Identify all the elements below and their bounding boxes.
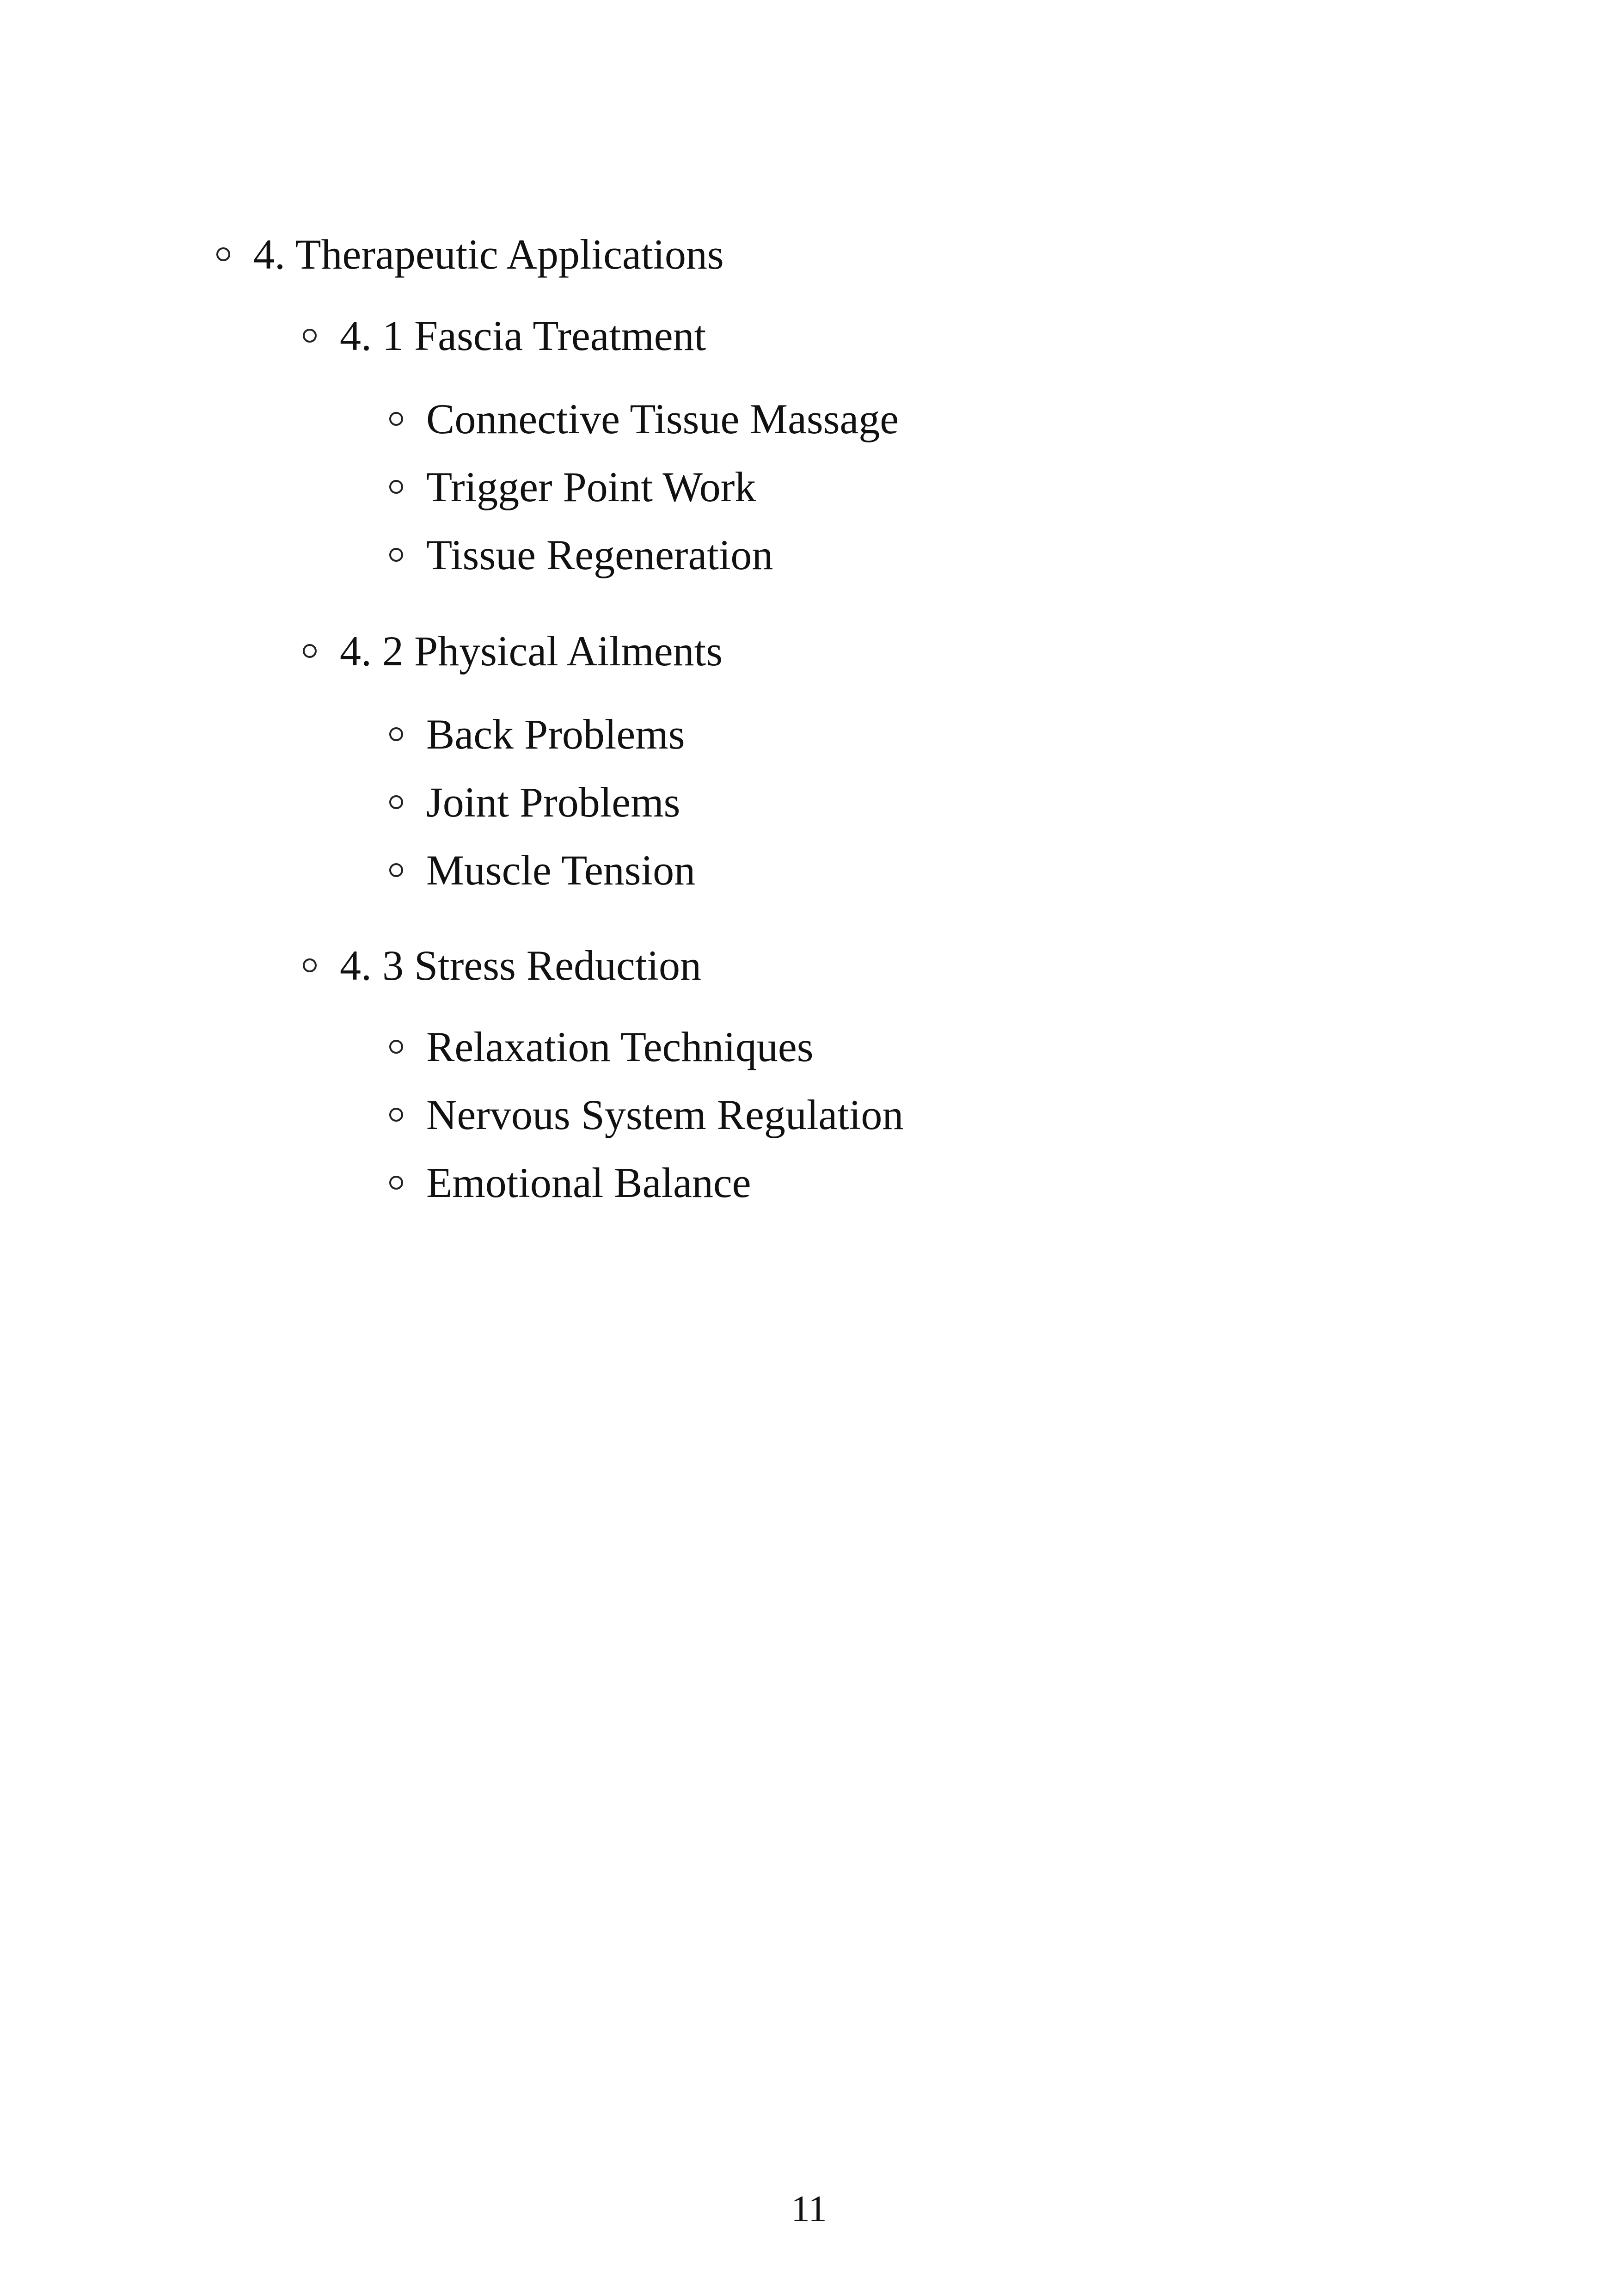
circle-bullet-icon xyxy=(389,1108,403,1122)
page-number: 11 xyxy=(791,2189,827,2229)
list-item xyxy=(389,1093,903,1136)
list-item xyxy=(389,1025,814,1068)
section-title: 4. Therapeutic Applications xyxy=(253,231,724,278)
outline-subsection xyxy=(303,944,701,987)
list-item xyxy=(389,463,756,510)
circle-bullet-icon xyxy=(389,412,403,426)
subsection-title: 4. 1 Fascia Treatment xyxy=(340,312,706,359)
circle-bullet-icon xyxy=(303,958,317,972)
list-item xyxy=(389,779,680,826)
subsection-title: 4. 3 Stress Reduction xyxy=(340,942,701,989)
list-item-label: Muscle Tension xyxy=(426,847,696,894)
list-item-label: Joint Problems xyxy=(426,779,680,826)
list-item-label: Nervous System Regulation xyxy=(426,1091,904,1138)
circle-bullet-icon xyxy=(389,1040,403,1054)
list-item xyxy=(389,847,696,894)
circle-bullet-icon xyxy=(389,480,403,494)
circle-bullet-icon xyxy=(389,795,403,809)
list-item xyxy=(389,395,899,442)
list-item-label: Trigger Point Work xyxy=(426,463,756,510)
list-item xyxy=(389,711,685,758)
circle-bullet-icon xyxy=(389,863,403,877)
list-item-label: Relaxation Techniques xyxy=(426,1023,814,1070)
list-item-label: Emotional Balance xyxy=(426,1159,751,1206)
outline-subsection xyxy=(303,314,706,357)
list-item xyxy=(389,531,773,578)
list-item-label: Tissue Regeneration xyxy=(426,531,773,578)
subsection-title: 4. 2 Physical Ailments xyxy=(340,627,723,675)
list-item xyxy=(389,1161,751,1204)
circle-bullet-icon xyxy=(216,247,230,261)
circle-bullet-icon xyxy=(303,329,317,343)
outline-subsection xyxy=(303,627,723,675)
circle-bullet-icon xyxy=(389,1176,403,1190)
list-item-label: Connective Tissue Massage xyxy=(426,395,899,442)
list-item-label: Back Problems xyxy=(426,711,685,758)
circle-bullet-icon xyxy=(389,727,403,741)
circle-bullet-icon xyxy=(303,644,317,658)
circle-bullet-icon xyxy=(389,548,403,562)
outline-section xyxy=(216,233,724,276)
